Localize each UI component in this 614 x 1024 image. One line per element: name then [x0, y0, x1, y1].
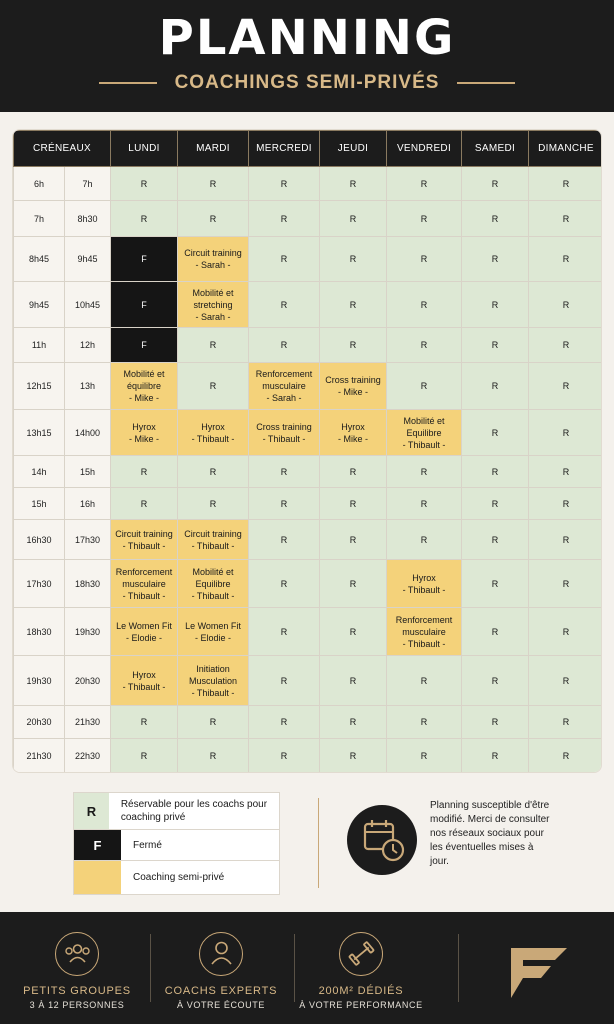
reservable-cell: R	[529, 656, 603, 706]
subtitle-line-right	[457, 82, 515, 84]
feature-title: PETITS GROUPES	[23, 985, 131, 997]
reservable-cell: R	[249, 520, 320, 560]
session-cell: Renforcement musculaire - Thibault -	[111, 560, 178, 608]
header-cell: SAMEDI	[462, 131, 529, 167]
schedule-row	[14, 488, 603, 520]
reservable-cell: R	[320, 739, 387, 773]
time-end: 13h	[65, 363, 111, 410]
reservable-cell: R	[529, 706, 603, 739]
reservable-cell: R	[529, 237, 603, 282]
session-cell: Hyrox - Thibault -	[387, 560, 462, 608]
time-end: 21h30	[65, 706, 111, 739]
reservable-cell: R	[320, 520, 387, 560]
session-cell: Hyrox - Mike -	[320, 410, 387, 456]
legend-swatch-semi-private	[74, 861, 121, 894]
legend-divider	[318, 798, 319, 888]
time-end: 18h30	[65, 560, 111, 608]
schedule-row	[14, 656, 603, 706]
reservable-cell: R	[320, 167, 387, 201]
time-start: 14h	[14, 456, 65, 488]
header-row	[14, 131, 603, 167]
reservable-cell: R	[387, 488, 462, 520]
reservable-cell: R	[249, 201, 320, 237]
session-cell: Le Women Fit - Elodie -	[178, 608, 249, 656]
session-cell: Hyrox - Thibault -	[178, 410, 249, 456]
reservable-cell: R	[249, 167, 320, 201]
reservable-cell: R	[178, 456, 249, 488]
schedule-card	[12, 129, 602, 773]
reservable-cell: R	[462, 520, 529, 560]
schedule-row	[14, 363, 603, 410]
session-cell: Le Women Fit - Elodie -	[111, 608, 178, 656]
page-header	[0, 0, 614, 112]
time-end: 10h45	[65, 282, 111, 328]
reservable-cell: R	[462, 167, 529, 201]
page-title: PLANNING	[158, 10, 456, 66]
reservable-cell: R	[111, 456, 178, 488]
reservable-cell: R	[249, 706, 320, 739]
reservable-cell: R	[387, 328, 462, 363]
reservable-cell: R	[529, 456, 603, 488]
time-end: 22h30	[65, 739, 111, 773]
session-cell: Renforcement musculaire - Sarah -	[249, 363, 320, 410]
schedule-row	[14, 706, 603, 739]
reservable-cell: R	[387, 167, 462, 201]
header-cell: JEUDI	[320, 131, 387, 167]
reservable-cell: R	[249, 488, 320, 520]
reservable-cell: R	[462, 739, 529, 773]
legend-row-semi-private	[74, 861, 279, 894]
reservable-cell: R	[529, 520, 603, 560]
feature-title: COACHS EXPERTS	[164, 985, 278, 997]
time-start: 16h30	[14, 520, 65, 560]
reservable-cell: R	[320, 328, 387, 363]
reservable-cell: R	[387, 456, 462, 488]
reservable-cell: R	[320, 656, 387, 706]
time-start: 8h45	[14, 237, 65, 282]
time-end: 14h00	[65, 410, 111, 456]
page-subtitle: COACHINGS SEMI-PRIVÉS	[174, 72, 440, 93]
time-start: 17h30	[14, 560, 65, 608]
session-cell: Cross training - Thibault -	[249, 410, 320, 456]
closed-cell: F	[111, 282, 178, 328]
legend-label: Coaching semi-privé	[133, 872, 225, 883]
reservable-cell: R	[387, 363, 462, 410]
session-cell: Hyrox - Thibault -	[111, 656, 178, 706]
reservable-cell: R	[529, 328, 603, 363]
reservable-cell: R	[320, 560, 387, 608]
time-end: 20h30	[65, 656, 111, 706]
reservable-cell: R	[462, 608, 529, 656]
reservable-cell: R	[111, 201, 178, 237]
reservable-cell: R	[387, 520, 462, 560]
reservable-cell: R	[462, 201, 529, 237]
time-start: 18h30	[14, 608, 65, 656]
reservable-cell: R	[387, 656, 462, 706]
reservable-cell: R	[529, 363, 603, 410]
reservable-cell: R	[387, 282, 462, 328]
reservable-cell: R	[111, 739, 178, 773]
time-start: 15h	[14, 488, 65, 520]
time-start: 19h30	[14, 656, 65, 706]
reservable-cell: R	[249, 739, 320, 773]
session-cell: Mobilité et Equilibre - Thibault -	[387, 410, 462, 456]
reservable-cell: R	[462, 328, 529, 363]
reservable-cell: R	[320, 706, 387, 739]
time-end: 7h	[65, 167, 111, 201]
footer-divider	[458, 934, 459, 1002]
legend-row-closed	[74, 830, 279, 861]
feature-expert-coaches	[146, 912, 296, 1024]
reservable-cell: R	[320, 282, 387, 328]
reservable-cell: R	[249, 282, 320, 328]
session-cell: Mobilité et stretching - Sarah -	[178, 282, 249, 328]
time-end: 9h45	[65, 237, 111, 282]
reservable-cell: R	[462, 560, 529, 608]
reservable-cell: R	[249, 237, 320, 282]
feature-title: 200M² DÉDIÉS	[318, 985, 404, 997]
time-end: 12h	[65, 328, 111, 363]
header-cell: VENDREDI	[387, 131, 462, 167]
session-cell: Circuit training - Sarah -	[178, 237, 249, 282]
reservable-cell: R	[320, 488, 387, 520]
reservable-cell: R	[462, 410, 529, 456]
schedule-row	[14, 237, 603, 282]
legend-row-reservable	[74, 793, 279, 830]
time-end: 17h30	[65, 520, 111, 560]
coach-icon	[199, 932, 243, 976]
reservable-cell: R	[249, 656, 320, 706]
reservable-cell: R	[178, 201, 249, 237]
feature-small-groups	[2, 912, 152, 1024]
footer	[0, 912, 614, 1024]
time-start: 21h30	[14, 739, 65, 773]
time-start: 6h	[14, 167, 65, 201]
reservable-cell: R	[178, 488, 249, 520]
dumbbell-icon	[339, 932, 383, 976]
reservable-cell: R	[387, 237, 462, 282]
reservable-cell: R	[320, 456, 387, 488]
subtitle-line-left	[99, 82, 157, 84]
group-icon	[55, 932, 99, 976]
legend-label: Réservable pour les coachs pour coaching privé	[120, 799, 268, 823]
schedule-row	[14, 608, 603, 656]
time-start: 11h	[14, 328, 65, 363]
reservable-cell: R	[462, 488, 529, 520]
schedule-row	[14, 201, 603, 237]
subtitle-row	[0, 70, 614, 96]
reservable-cell: R	[111, 488, 178, 520]
calendar-clock-icon	[347, 805, 417, 875]
reservable-cell: R	[178, 363, 249, 410]
brand-logo	[497, 938, 571, 1007]
reservable-cell: R	[249, 456, 320, 488]
reservable-cell: R	[387, 706, 462, 739]
reservable-cell: R	[529, 608, 603, 656]
reservable-cell: R	[320, 608, 387, 656]
closed-cell: F	[111, 237, 178, 282]
session-cell: Initiation Musculation - Thibault -	[178, 656, 249, 706]
session-cell: Mobilité et Equilibre - Thibault -	[178, 560, 249, 608]
reservable-cell: R	[178, 328, 249, 363]
closed-cell: F	[111, 328, 178, 363]
schedule-row	[14, 410, 603, 456]
session-cell: Cross training - Mike -	[320, 363, 387, 410]
reservable-cell: R	[462, 237, 529, 282]
schedule-row	[14, 739, 603, 773]
reservable-cell: R	[178, 167, 249, 201]
reservable-cell: R	[387, 201, 462, 237]
time-start: 12h15	[14, 363, 65, 410]
session-cell: Mobilité et équilibre - Mike -	[111, 363, 178, 410]
session-cell: Hyrox - Mike -	[111, 410, 178, 456]
legend-label: Fermé	[133, 839, 162, 851]
schedule-row	[14, 167, 603, 201]
reservable-cell: R	[529, 488, 603, 520]
reservable-cell: R	[529, 410, 603, 456]
feature-dedicated-space	[286, 912, 436, 1024]
time-end: 19h30	[65, 608, 111, 656]
reservable-cell: R	[111, 167, 178, 201]
time-start: 7h	[14, 201, 65, 237]
reservable-cell: R	[249, 608, 320, 656]
reservable-cell: R	[178, 739, 249, 773]
schedule-table	[13, 130, 602, 773]
reservable-cell: R	[529, 739, 603, 773]
reservable-cell: R	[320, 201, 387, 237]
legend-swatch-closed: F	[74, 830, 121, 860]
time-end: 15h	[65, 456, 111, 488]
session-cell: Circuit training - Thibault -	[111, 520, 178, 560]
reservable-cell: R	[529, 201, 603, 237]
reservable-cell: R	[462, 656, 529, 706]
time-start: 13h15	[14, 410, 65, 456]
header-cell: DIMANCHE	[529, 131, 603, 167]
schedule-row	[14, 520, 603, 560]
schedule-row	[14, 328, 603, 363]
feature-subtitle: À VOTRE PERFORMANCE	[299, 1000, 423, 1010]
reservable-cell: R	[462, 363, 529, 410]
reservable-cell: R	[529, 282, 603, 328]
reservable-cell: R	[529, 560, 603, 608]
header-cell: MARDI	[178, 131, 249, 167]
notice-text: Planning susceptible d'être modifié. Merci de consulter nos réseaux sociaux pour les éventuelles mises à jour.	[430, 800, 550, 867]
session-cell: Circuit training - Thibault -	[178, 520, 249, 560]
time-start: 20h30	[14, 706, 65, 739]
reservable-cell: R	[387, 739, 462, 773]
reservable-cell: R	[178, 706, 249, 739]
time-end: 8h30	[65, 201, 111, 237]
feature-subtitle: 3 À 12 PERSONNES	[29, 1000, 125, 1010]
reservable-cell: R	[462, 456, 529, 488]
feature-subtitle: À VOTRE ÉCOUTE	[177, 1000, 265, 1010]
session-cell: Renforcement musculaire - Thibault -	[387, 608, 462, 656]
legend	[73, 792, 280, 895]
time-end: 16h	[65, 488, 111, 520]
header-cell: CRÉNEAUX	[14, 131, 111, 167]
reservable-cell: R	[529, 167, 603, 201]
reservable-cell: R	[320, 237, 387, 282]
legend-swatch-reservable: R	[74, 793, 109, 829]
reservable-cell: R	[462, 282, 529, 328]
header-cell: LUNDI	[111, 131, 178, 167]
reservable-cell: R	[249, 328, 320, 363]
reservable-cell: R	[462, 706, 529, 739]
schedule-row	[14, 560, 603, 608]
reservable-cell: R	[249, 560, 320, 608]
time-start: 9h45	[14, 282, 65, 328]
schedule-row	[14, 456, 603, 488]
header-cell: MERCREDI	[249, 131, 320, 167]
schedule-body	[14, 167, 603, 773]
schedule-row	[14, 282, 603, 328]
reservable-cell: R	[111, 706, 178, 739]
